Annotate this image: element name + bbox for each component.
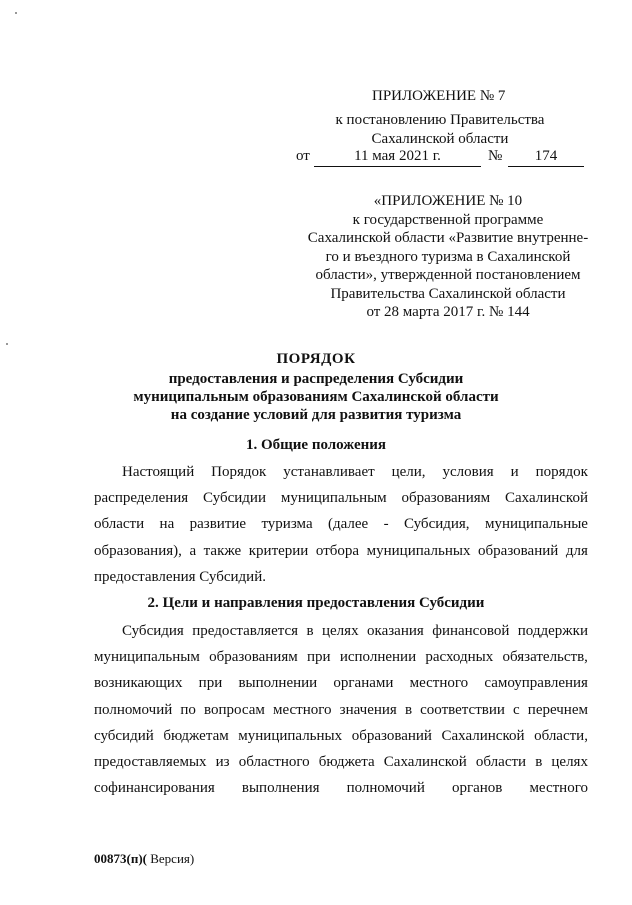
word: туризма bbox=[261, 516, 313, 533]
word: и bbox=[510, 464, 519, 480]
word: в bbox=[535, 753, 543, 770]
section2-paragraph bbox=[94, 618, 588, 801]
appendix7-title: ПРИЛОЖЕНИЕ № 7 bbox=[372, 88, 506, 104]
word: областного bbox=[238, 753, 310, 770]
word: в bbox=[306, 623, 314, 639]
word: целях bbox=[551, 753, 588, 770]
word: предоставляемых bbox=[94, 753, 207, 770]
word: возникающих bbox=[94, 675, 183, 692]
word: выполнения bbox=[241, 780, 320, 797]
word: перечнем bbox=[527, 701, 588, 718]
word: при bbox=[307, 649, 331, 666]
word: условия bbox=[442, 464, 494, 480]
footer-version-code bbox=[94, 851, 194, 867]
word: обязательств, bbox=[502, 649, 588, 666]
word: Субсидия bbox=[122, 623, 184, 639]
appendix10-line: от 28 марта 2017 г. № 144 bbox=[366, 304, 530, 320]
word: оказания bbox=[367, 623, 424, 639]
word: области bbox=[94, 516, 145, 533]
appendix10-line: области», утвержденной постановлением bbox=[315, 267, 581, 283]
word: муниципальные bbox=[484, 516, 588, 533]
word: образований bbox=[351, 727, 432, 744]
number-prefix: № bbox=[488, 148, 503, 164]
word: для bbox=[565, 542, 588, 559]
word: из bbox=[215, 753, 230, 770]
word: поддержки bbox=[517, 623, 588, 639]
word: на bbox=[159, 516, 175, 533]
word: отбора bbox=[315, 542, 360, 559]
word: финансовой bbox=[432, 623, 510, 639]
word: Сахалинской bbox=[383, 753, 467, 770]
word: местного bbox=[273, 701, 332, 718]
appendix10-line: «ПРИЛОЖЕНИЕ № 10 bbox=[373, 193, 523, 209]
word: Субсидии bbox=[203, 490, 266, 507]
word: самоуправления bbox=[484, 675, 588, 692]
word: субсидий bbox=[94, 727, 154, 744]
appendix10-line: Правительства Сахалинской области bbox=[330, 285, 566, 302]
word: муниципальных bbox=[238, 727, 343, 744]
word: исполнении bbox=[339, 649, 417, 666]
word: а bbox=[189, 542, 197, 559]
word: образованиям bbox=[209, 649, 298, 666]
word: значения bbox=[339, 701, 397, 718]
word: при bbox=[198, 675, 223, 692]
document-subtitle bbox=[0, 370, 632, 424]
paragraph-line bbox=[94, 723, 588, 749]
word: местного bbox=[529, 780, 588, 797]
document-title: ПОРЯДОК bbox=[276, 351, 356, 367]
paragraph-line bbox=[94, 697, 588, 723]
word: предоставления Субсидий. bbox=[94, 568, 266, 585]
word: муниципальным bbox=[280, 490, 387, 507]
word: соответствии bbox=[420, 701, 505, 718]
word: с bbox=[513, 701, 520, 718]
paragraph-line bbox=[94, 564, 588, 590]
section2-heading: 2. Цели и направления предоставления Субсидии bbox=[147, 595, 485, 611]
word: Субсидия, bbox=[404, 516, 470, 533]
section1-heading: 1. Общие положения bbox=[245, 437, 387, 453]
word: также bbox=[203, 542, 242, 559]
word: выполнении bbox=[238, 675, 318, 692]
word: Порядок bbox=[211, 464, 267, 480]
word: органов bbox=[451, 780, 503, 797]
paragraph-line bbox=[94, 618, 588, 644]
word: полномочий bbox=[346, 780, 425, 797]
word: муниципальным bbox=[94, 649, 200, 666]
word: - bbox=[383, 516, 389, 533]
date-prefix: от bbox=[296, 148, 310, 164]
footer-code: 00873(п)( bbox=[94, 851, 147, 866]
word: вопросам bbox=[204, 701, 265, 718]
word: бюджетам bbox=[163, 727, 229, 744]
word: по bbox=[180, 701, 196, 718]
scan-speck bbox=[15, 12, 17, 14]
word: муниципальных bbox=[366, 542, 471, 559]
appendix10-block bbox=[300, 192, 596, 322]
word: области bbox=[475, 753, 527, 770]
appendix10-line: к государственной программе bbox=[352, 211, 544, 228]
word: распределения bbox=[94, 490, 189, 507]
word: местного bbox=[409, 675, 469, 692]
paragraph-line bbox=[94, 538, 588, 564]
subtitle-line: муниципальным образованиям Сахалинской области bbox=[133, 389, 499, 405]
word: Настоящий bbox=[122, 464, 195, 480]
word: образованиям bbox=[401, 490, 491, 507]
word: предоставляется bbox=[192, 623, 299, 639]
word: критерии bbox=[248, 542, 309, 559]
word: устанавливает bbox=[283, 464, 375, 480]
appendix10-line: Сахалинской области «Развитие внутренне- bbox=[307, 230, 589, 246]
paragraph-line bbox=[94, 644, 588, 670]
appendix7-line2: Сахалинской области bbox=[371, 131, 509, 147]
paragraph-line bbox=[94, 511, 588, 537]
appendix10-line: го и въездного туризма в Сахалинской bbox=[325, 248, 571, 265]
word: бюджета bbox=[318, 753, 375, 770]
section1-paragraph bbox=[94, 459, 588, 590]
word: порядок bbox=[535, 464, 588, 480]
footer-version: Версия) bbox=[146, 851, 195, 866]
paragraph-line bbox=[94, 775, 588, 801]
paragraph-line bbox=[94, 670, 588, 696]
paragraph-line bbox=[94, 485, 588, 511]
word: в bbox=[404, 701, 413, 718]
word: софинансирования bbox=[94, 780, 215, 797]
word: Сахалинской bbox=[441, 727, 525, 744]
word: целях bbox=[322, 623, 359, 639]
paragraph-line bbox=[94, 749, 588, 775]
paragraph-line bbox=[94, 459, 588, 485]
word: образований bbox=[478, 542, 559, 559]
word: образования), bbox=[94, 542, 182, 559]
word: (далее bbox=[328, 516, 369, 533]
date-value: 11 мая 2021 г. bbox=[314, 148, 481, 167]
word: расходных bbox=[425, 649, 494, 666]
subtitle-line: предоставления и распределения Субсидии bbox=[168, 371, 464, 387]
scan-speck bbox=[6, 343, 8, 345]
subtitle-line: на создание условий для развития туризма bbox=[170, 407, 462, 423]
word: области, bbox=[534, 727, 588, 744]
word: развитие bbox=[189, 516, 247, 533]
number-value: 174 bbox=[508, 148, 584, 167]
word: органами bbox=[333, 675, 394, 692]
word: Сахалинской bbox=[504, 490, 588, 507]
appendix7-line1: к постановлению Правительства bbox=[335, 112, 545, 128]
word: полномочий bbox=[94, 701, 173, 718]
word: цели, bbox=[391, 464, 426, 480]
